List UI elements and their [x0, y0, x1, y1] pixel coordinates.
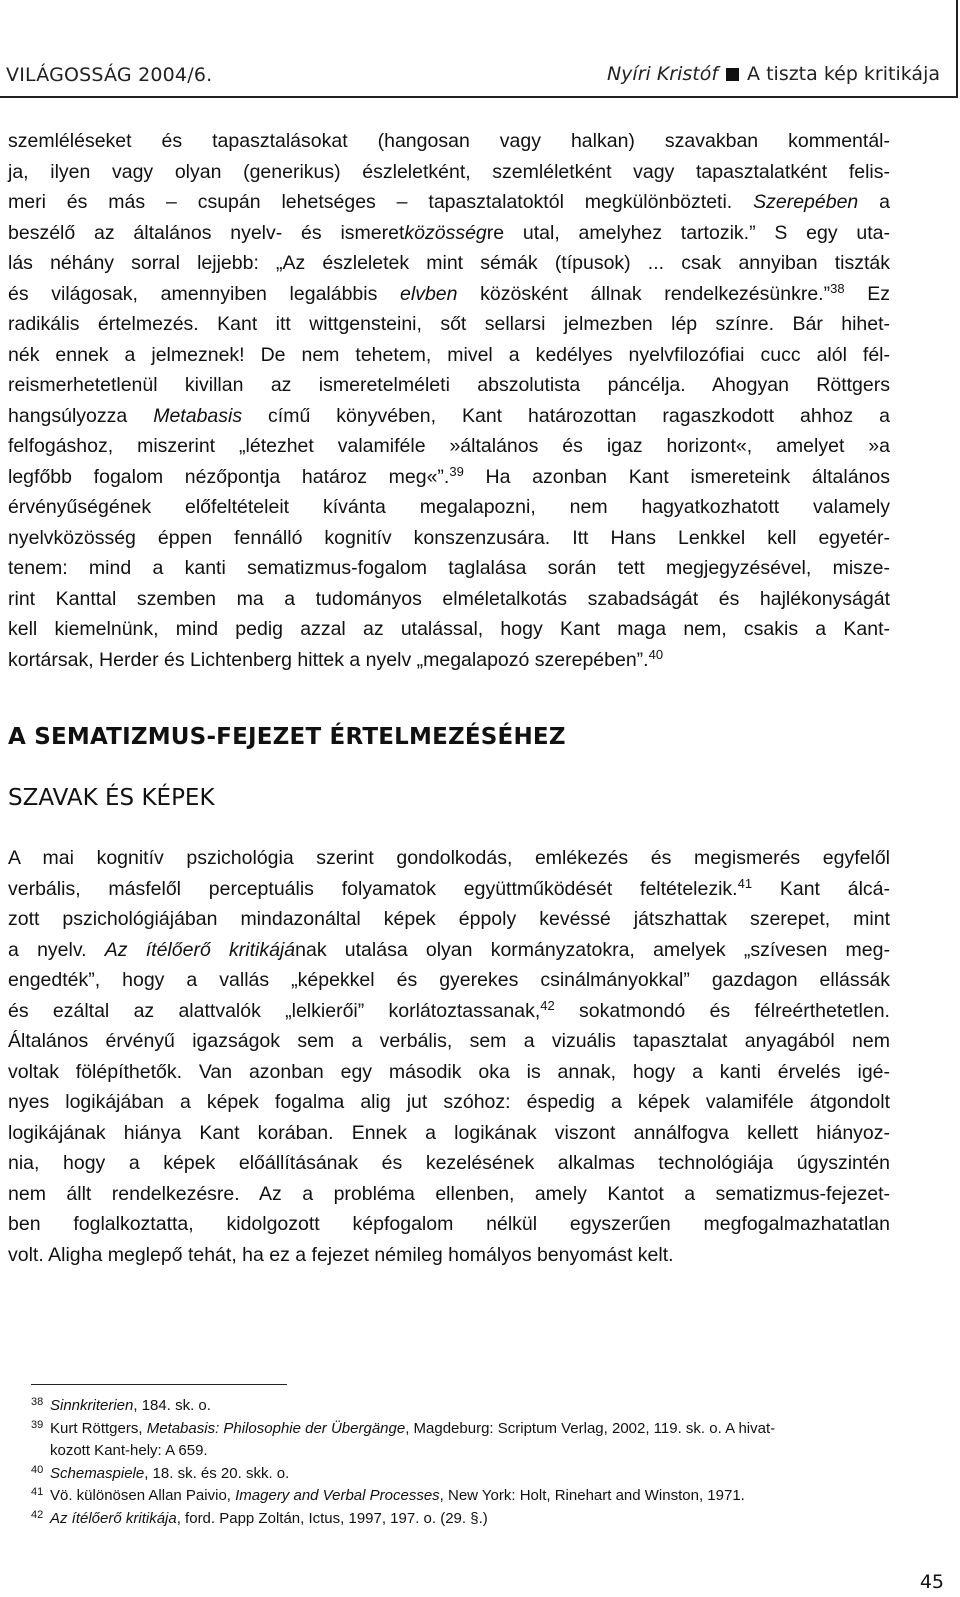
footnote-divider [31, 1384, 287, 1385]
running-header [0, 0, 958, 98]
author-name: Nyíri Kristóf [606, 63, 719, 85]
text-line: verbális, másfelől perceptuális folyamatok együttműködését feltételezik.$^{41}$ Kant álcá- [8, 875, 890, 900]
footnote-number: 41 [31, 1486, 44, 1498]
text-line: és világosak, amennyiben legalábbis elvben közösként állnak rendelkezésünkre.”$^{38}$ Ez [8, 280, 890, 305]
footnote-42: 42 Az ítélőerő kritikája, ford. Papp Zoltán, Ictus, 1997, 197. o. (29. §.) [31, 1508, 891, 1531]
text-line: volt. Aligha meglepő tehát, ha ez a fejezet némileg homályos benyomást kelt. [8, 1243, 674, 1266]
footnote-ref: 38 [830, 280, 845, 296]
footnote-ref: 39 [449, 463, 464, 479]
text-line: tenem: mind a kanti sematizmus-fogalom taglalása során tett megjegyzésével, misze- [8, 557, 890, 579]
text-line: felfogáshoz, miszerint „létezhet valamiféle »általános és igaz horizont«, amelyet »a [8, 435, 890, 457]
text-line: nia, hogy a képek előállításának és kezelésének alkalmas technológiája úgyszintén [8, 1152, 890, 1174]
paragraph [8, 843, 890, 1270]
page-number: 45 [919, 1571, 944, 1593]
footnote-number: 39 [31, 1418, 44, 1431]
text-line: nyelvközösség éppen fennálló kognitív konszenzusára. Itt Hans Lenkkel kell egyetér- [8, 526, 890, 549]
text-line: a nyelv. Az ítélőerő kritikájának utalása olyan kormányzatokra, amelyek „szívesen meg- [8, 938, 890, 961]
text-line: nék ennek a jelmeznek! De nem tehetem, mivel a kedélyes nyelvfilozófiai cucc alól fél- [8, 343, 890, 366]
article-attribution [607, 63, 940, 85]
text-line: szemléléseket és tapasztalásokat (hangosan vagy halkan) szavakban kommentál- [8, 130, 890, 152]
footnote-number: 40 [31, 1463, 44, 1476]
text-line: A mai kognitív pszichológia szerint gondolkodás, emlékezés és megismerés egyfelől [8, 847, 890, 869]
text-line: ja, ilyen vagy olyan (generikus) észleletként, szemléletként vagy tapasztalatként felis- [8, 160, 890, 183]
text-line: lás néhány sorral lejjebb: „Az észleletek mint sémák (típusok) ... csak annyiban tiszták [8, 252, 890, 274]
text-line: reismerhetetlenül kivillan az ismeretelméleti abszolutista páncélja. Ahogyan Röttgers [8, 374, 890, 396]
text-line: voltak fölépíthetők. Van azonban egy második oka is annak, hogy a kanti érvelés igé- [8, 1060, 890, 1083]
footnote-ref: 40 [648, 646, 664, 662]
text-line: ben foglalkoztatta, kidolgozott képfogalom nélkül egyszerűen megfogalmazhatatlan [8, 1213, 890, 1235]
text-line: Általános érvényű igazságok sem a verbális, sem a vizuális tapasztalat anyagából nem [8, 1030, 890, 1052]
text-line: kell kiemelnünk, mind pedig azzal az utalással, hogy Kant maga nem, csakis a Kant- [8, 618, 890, 640]
text-line: radikális értelmezés. Kant itt wittgensteini, sőt sellarsi jelmezben lép színre. Bár hihet- [8, 313, 890, 335]
section-heading: A SEMATIZMUS-FEJEZET ÉRTELMEZÉSÉHEZ [8, 724, 566, 750]
text-line: zott pszichológiájában mindazonáltal képek éppoly kevéssé játszhattak szerepet, mint [8, 908, 890, 930]
separator-square-icon [726, 68, 739, 81]
text-line: engedték”, hogy a vallás „képekkel és gyerekes csinálmányokkal” gazdagon ellássák [8, 969, 890, 991]
footnote-40: 40 Schemaspiele, 18. sk. és 20. skk. o. [31, 1463, 891, 1486]
text-line: rint Kanttal szemben ma a tudományos elméletalkotás szabadságát és hajlékonyságát [8, 587, 890, 610]
journal-issue: VILÁGOSSÁG 2004/6. [6, 64, 213, 86]
text-line: nyes logikájában a képek fogalma alig jut szóhoz: éspedig a képek valamiféle átgondolt [8, 1091, 890, 1113]
footnote-41: 41 Vö. különösen Allan Paivio, Imagery and Verbal Processes, New York: Holt, Rinehart and Winston, 1971. [31, 1485, 891, 1508]
footnote-38: 38 Sinnkriterien, 184. sk. o. [31, 1395, 891, 1418]
text-line: érvényűségének előfeltételeit kívánta megalapozni, nem hagyatkozhatott valamely [8, 496, 890, 518]
footnote-number: 38 [31, 1396, 44, 1408]
footnote-ref: 41 [737, 875, 753, 891]
text-line: legfőbb fogalom nézőpontja határoz meg«”.$^{39}$ Ha azonban Kant ismereteink általános [8, 463, 890, 488]
footnote-39: 39 Kurt Röttgers, Metabasis: Philosophie der Übergänge, Magdeburg: Scriptum Verlag, 2002, 119. sk. o. A hivat- kozott Kant-hely: A 659. [31, 1418, 891, 1463]
article-title: A tiszta kép kritikája [747, 63, 940, 85]
text-line: logikájának hiánya Kant korában. Ennek a logikának viszont annálfogva kellett hiányoz- [8, 1121, 890, 1144]
text-line: beszélő az általános nyelv- és ismeretközösségre utal, amelyhez tartozik.” S egy uta- [8, 221, 890, 244]
footnote-ref: 42 [540, 997, 555, 1013]
text-line: meri és más – csupán lehetséges – tapasztalatoktól megkülönbözteti. Szerepében a [8, 191, 890, 213]
footnotes [31, 1395, 891, 1530]
subsection-heading: SZAVAK ÉS KÉPEK [8, 785, 215, 811]
paragraph-continued [8, 126, 890, 675]
text-line: és ezáltal az alattvalók „lelkierői” korlátoztassanak,$^{42}$ sokatmondó és félreérthetetlen. [8, 997, 890, 1022]
text-line: kortársak, Herder és Lichtenberg hittek a nyelv „megalapozó szerepében”.$^{40}$ [8, 646, 664, 671]
footnote-number: 42 [31, 1508, 44, 1521]
text-line: nem állt rendelkezésre. Az a probléma ellenben, amely Kantot a sematizmus-fejezet- [8, 1182, 890, 1205]
text-line: hangsúlyozza Metabasis című könyvében, Kant határozottan ragaszkodott ahhoz a [8, 404, 890, 427]
